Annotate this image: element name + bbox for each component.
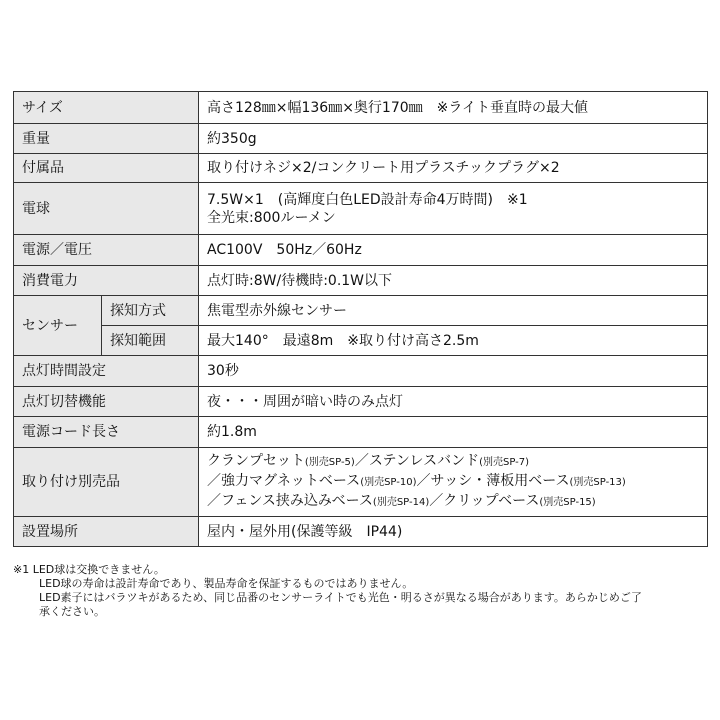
accessories-value: 取り付けネジ×2/コンクリート用プラスチックプラグ×2 (199, 154, 708, 183)
option-magnet-base: ／強力マグネットベース (207, 473, 361, 489)
bulb-value (199, 183, 708, 235)
bulb-label: 電球 (14, 183, 199, 235)
options-line3 (207, 492, 699, 512)
table-row (14, 266, 708, 296)
detection-range-label: 探知範囲 (102, 326, 199, 356)
size-label: サイズ (14, 92, 199, 124)
power-value: AC100V 50Hz／60Hz (199, 235, 708, 266)
location-label: 設置場所 (14, 517, 199, 547)
table-row (14, 356, 708, 387)
options-line2 (207, 472, 699, 492)
consumption-label: 消費電力 (14, 266, 199, 296)
option-clip-base: ／クリップベース (429, 493, 540, 509)
table-row (14, 517, 708, 547)
option-clamp-set: クランプセット (207, 453, 305, 469)
bulb-value-line1: 7.5W×1 (高輝度白色LED設計寿命4万時間) ※1 (207, 191, 528, 208)
table-row (14, 326, 708, 356)
detection-range-value: 最大140° 最遠8m ※取り付け高さ2.5m (199, 326, 708, 356)
detection-method-label: 探知方式 (102, 296, 199, 326)
weight-label: 重量 (14, 124, 199, 154)
sensor-label: センサー (14, 296, 102, 356)
timer-label: 点灯時間設定 (14, 356, 199, 387)
footnote-line: LED球の寿命は設計寿命であり、製品寿命を保証するものではありません。 (39, 577, 414, 590)
footnote-line: ※1 LED球は交換できません。 (13, 563, 165, 576)
detection-method-value: 焦電型赤外線センサー (199, 296, 708, 326)
options-value (199, 448, 708, 517)
option-fence-base: ／フェンス挟み込みベース (207, 493, 373, 509)
cord-label: 電源コード長さ (14, 417, 199, 448)
cord-value: 約1.8m (199, 417, 708, 448)
option-sash-base: ／サッシ・薄板用ベース (416, 473, 570, 489)
option-sash-base-note: (別売SP-13) (569, 477, 626, 488)
footnotes (13, 563, 707, 619)
option-clip-base-note: (別売SP-15) (539, 497, 596, 508)
options-label: 取り付け別売品 (14, 448, 199, 517)
spec-table (13, 91, 708, 547)
weight-value: 約350g (199, 124, 708, 154)
table-row (14, 387, 708, 417)
accessories-label: 付属品 (14, 154, 199, 183)
location-value: 屋内・屋外用(保護等級 IP44) (199, 517, 708, 547)
timer-value: 30秒 (199, 356, 708, 387)
table-row (14, 417, 708, 448)
table-row (14, 92, 708, 124)
options-line1 (207, 452, 699, 472)
table-row (14, 448, 708, 517)
option-magnet-base-note: (別売SP-10) (360, 477, 417, 488)
option-fence-base-note: (別売SP-14) (372, 497, 430, 508)
switch-label: 点灯切替機能 (14, 387, 199, 417)
table-row (14, 296, 708, 326)
table-row (14, 235, 708, 266)
table-row (14, 124, 708, 154)
footnote-line: 承ください。 (39, 605, 105, 618)
power-label: 電源／電圧 (14, 235, 199, 266)
table-row (14, 183, 708, 235)
size-value: 高さ128㎜×幅136㎜×奥行170㎜ ※ライト垂直時の最大値 (199, 92, 708, 124)
option-stainless-band: ／ステンレスバンド (354, 453, 480, 469)
table-row (14, 154, 708, 183)
consumption-value: 点灯時:8W/待機時:0.1W以下 (199, 266, 708, 296)
option-stainless-band-note: (別売SP-7) (479, 457, 530, 468)
switch-value: 夜・・・周囲が暗い時のみ点灯 (199, 387, 708, 417)
option-clamp-set-note: (別売SP-5) (304, 457, 355, 468)
bulb-value-line2: 全光束:800ルーメン (207, 209, 336, 226)
footnote-line: LED素子にはバラツキがあるため、同じ品番のセンサーライトでも光色・明るさが異なる場合があります。あらかじめご了 (39, 591, 642, 604)
